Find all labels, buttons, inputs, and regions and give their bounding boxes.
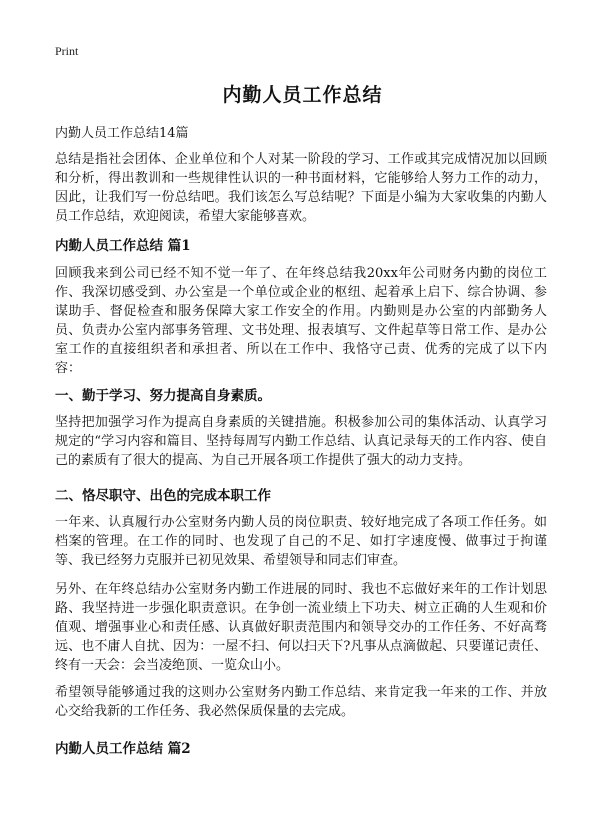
section-1-paragraph-2: 坚持把加强学习作为提高自身素质的关键措施。积极参加公司的集体活动、认真学习规定的“学习内容和篇目、坚持每周写内勤工作总结、认真记录每天的工作内容、使自己的素质有了很大的提高、为自己开展各项工作提供了强大的动力支持。 xyxy=(55,415,547,468)
intro-paragraph: 总结是指社会团体、企业单位和个人对某一阶段的学习、工作或其完成情况加以回顾和分析，得出教训和一些规律性认识的一种书面材料，它能够给人努力工作的动力，因此，让我们写一份总结吧。我们该怎么写总结呢？下面是小编为大家收集的内勤人员工作总结，欢迎阅读，希望大家能够喜欢。 xyxy=(55,152,547,224)
section-1-paragraph-4: 另外、在年终总结办公室财务内勤工作进展的同时、我也不忘做好来年的工作计划思路、我坚持进一步强化职责意识。在争创一流业绩上下功夫、树立正确的人生观和价值观、增强事业心和责任感、认真做好职责范围内和领导交办的工作任务、不好高骛远、也不庸人自扰、因为：一屋不扫、何以扫天下?凡事从点滴做起、只要谨记责任、终有一天会：会当凌绝顶、一览众山小。 xyxy=(55,582,547,673)
subheading-duty: 二、恪尽职守、出色的完成本职工作 xyxy=(55,488,271,504)
print-label[interactable]: Print xyxy=(55,44,79,58)
section-2-heading: 内勤人员工作总结 篇2 xyxy=(55,741,191,757)
document-subtitle: 内勤人员工作总结14篇 xyxy=(55,126,189,141)
subheading-study: 一、勤于学习、努力提高自身素质。 xyxy=(55,388,271,404)
section-1-paragraph-5: 希望领导能够通过我的这则办公室财务内勤工作总结、来肯定我一年来的工作、并放心交给我新的工作任务、我必然保质保量的去完成。 xyxy=(55,685,547,719)
section-1-heading: 内勤人员工作总结 篇1 xyxy=(55,238,191,254)
section-1-paragraph-1: 回顾我来到公司已经不知不觉一年了、在年终总结我20xx年公司财务内勤的岗位工作、我深切感受到、办公室是一个单位或企业的枢纽、起着承上启下、综合协调、参谋助手、督促检查和服务保障大家工作安全的作用。内勤则是办公室的内部勤务人员、负责办公室内部事务管理、文书处理、报表填写、文件起草等日常工作、是办公室工作的直接组织者和承担者、所以在工作中、我恪守己责、优秀的完成了以下内容： xyxy=(55,266,547,376)
section-1-paragraph-3: 一年来、认真履行办公室财务内勤人员的岗位职责、较好地完成了各项工作任务。如档案的管理。在工作的同时、也发现了自己的不足、如打字速度慢、做事过于拘谨等、我已经努力克服并已初见效果、希望领导和同志们审查。 xyxy=(55,515,547,568)
document-title: 内勤人员工作总结 xyxy=(222,84,383,106)
